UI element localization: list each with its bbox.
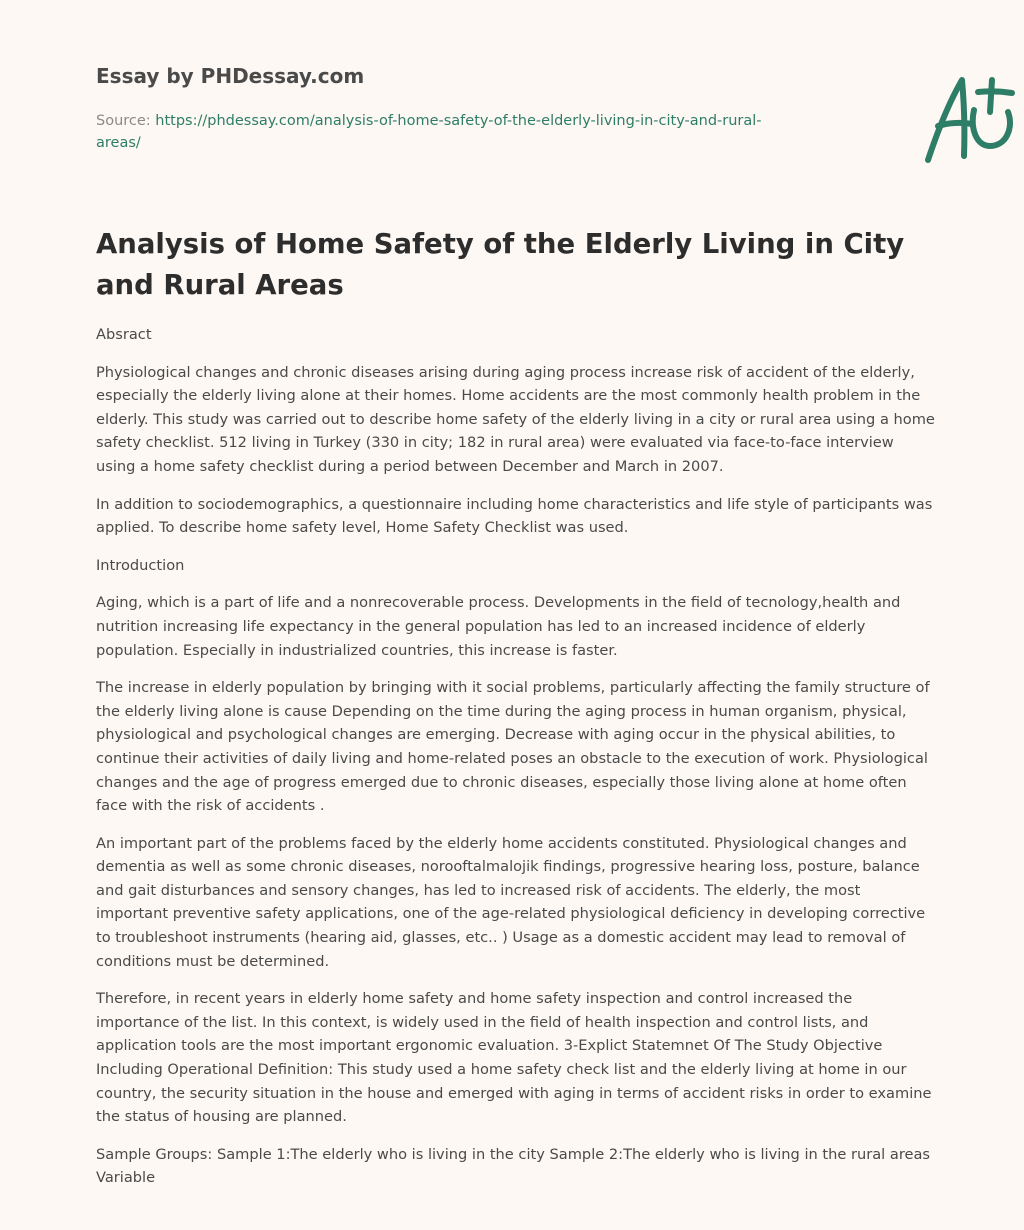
source-line [96, 110, 776, 154]
source-link[interactable]: https://phdessay.com/analysis-of-home-safety-of-the-elderly-living-in-city-and-rural-areas/ [96, 113, 762, 151]
site-brand: Essay by PHDessay.com [96, 64, 365, 88]
source-label: Source: [96, 113, 151, 129]
paragraph: The increase in elderly population by bringing with it social problems, particularly affecting the family structure of the elderly living alone is cause Depending on the time during the aging process in human organism, physical, physiological and psychological changes are emerging. Decrease with aging occur in the physical abilities, to continue their activities of daily living and home-related poses an obstacle to the execution of work. Physiological changes and the age of progress emerged due to chronic diseases, especially those living alone at home often face with the risk of accidents . [96, 679, 930, 815]
paragraph: Sample Groups: Sample 1:The elderly who is living in the city Sample 2:The elderly who is living in the rural areas Variable [96, 1145, 931, 1187]
section-heading-introduction: Introduction [96, 556, 185, 574]
paragraph: Physiological changes and chronic diseases arising during aging process increase risk of accident of the elderly, especially the elderly living alone at their homes. Home accidents are the most commonly health problem in the elderly. This study was carried out to describe home safety of the elderly living in a city or rural area using a home safety checklist. 512 living in Turkey (330 in city; 182 in rural area) were evaluated via face-to-face interview using a home safety checklist during a period between December and March in 2007. [96, 363, 935, 475]
paragraph: In addition to sociodemographics, a questionnaire including home characteristics and life style of participants was applied. To describe home safety level, Home Safety Checklist was used. [96, 495, 933, 537]
article-body [96, 323, 936, 1204]
paragraph: Aging, which is a part of life and a nonrecoverable process. Developments in the field of tecnology,health and nutrition increasing life expectancy in the general population has led to an increased incidence of elderly population. Especially in industrialized countries, this increase is faster. [96, 594, 901, 659]
paragraph: Therefore, in recent years in elderly home safety and home safety inspection and control increased the importance of the list. In this context, is widely used in the field of health inspection and control lists, and application tools are the most important ergonomic evaluation. 3-Explict Statemnet Of The Study Objective Including Operational Definition: This study used a home safety check list and the elderly living at home in our country, the security situation in the house and emerged with aging in terms of accident risks in order to examine the status of housing are planned. [96, 990, 932, 1126]
paragraph: An important part of the problems faced by the elderly home accidents constituted. Physiological changes and dementia as well as some chronic diseases, norooftalmalojik findings, progressive hearing loss, posture, balance and gait disturbances and sensory changes, has led to increased risk of accidents. The elderly, the most important preventive safety applications, one of the age-related physiological deficiency in developing corrective to troubleshoot instruments (hearing aid, glasses, etc.. ) Usage as a domestic accident may lead to removal of conditions must be determined. [96, 834, 926, 970]
a-plus-logo-icon [914, 66, 1024, 168]
section-heading-abstract: Absract [96, 326, 152, 343]
article-title: Analysis of Home Safety of the Elderly Living in City and Rural Areas [96, 228, 905, 301]
